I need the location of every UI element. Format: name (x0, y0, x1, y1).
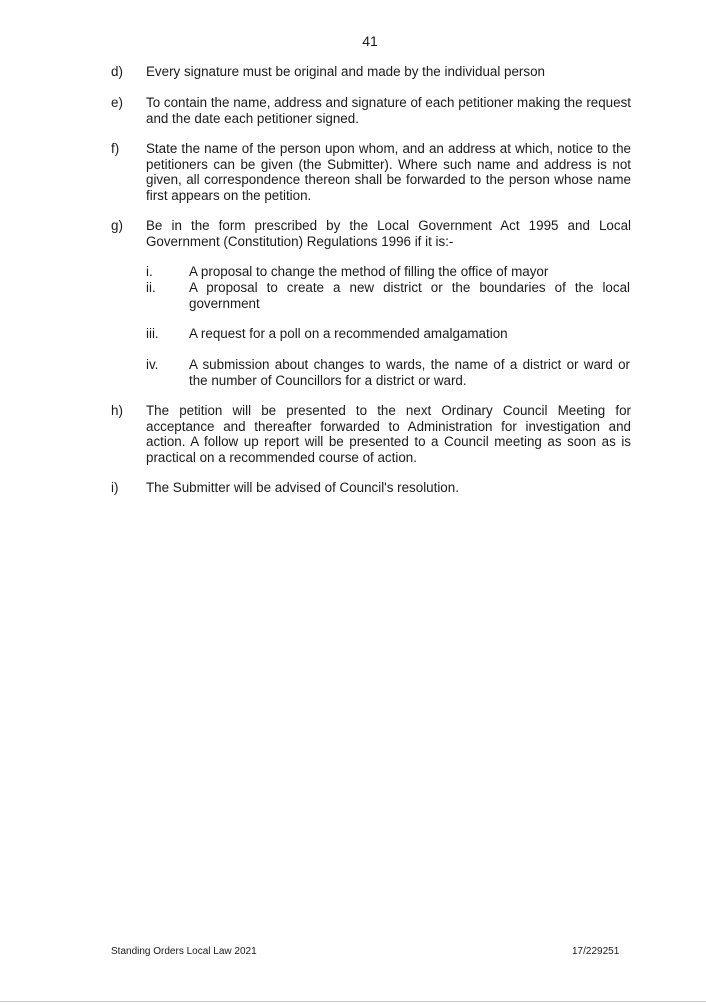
page-number: 41 (362, 33, 378, 49)
subclause-label: ii. (146, 280, 156, 295)
clause-e (111, 95, 631, 126)
clause-text: State the name of the person upon whom, and an address at which, notice to the petitioners can be given (the Submitter). Where such name and address is not given, all correspondence thereon shall be forwarded to the person whose name first appears on the petition. (146, 141, 631, 203)
clause-text: Every signature must be original and made by the individual person (146, 64, 545, 79)
subclause-label: iv. (146, 357, 159, 372)
subclause-text: A proposal to create a new district or the boundaries of the local government (189, 280, 630, 311)
clause-h (111, 403, 631, 465)
subclause-ii (146, 280, 630, 311)
clause-label: d) (111, 64, 123, 79)
clause-label: i) (111, 480, 119, 495)
clause-label: e) (111, 95, 123, 110)
clause-text: The Submitter will be advised of Council's resolution. (146, 480, 459, 495)
clause-g (111, 218, 631, 249)
subclause-text: A proposal to change the method of filling the office of mayor (189, 264, 549, 279)
subclause-text: A request for a poll on a recommended amalgamation (189, 326, 508, 341)
subclause-text: A submission about changes to wards, the name of a district or ward or the number of Councillors for a district or ward. (189, 357, 630, 388)
clause-d (111, 64, 631, 80)
subclause-label: iii. (146, 326, 159, 341)
clause-label: g) (111, 218, 123, 233)
clause-text: The petition will be presented to the next Ordinary Council Meeting for acceptance and thereafter forwarded to Administration for investigation and action. A follow up report will be presented to a Council meeting as soon as is practical on a recommended course of action. (146, 403, 631, 465)
subclause-iv (146, 357, 630, 388)
footer-document-title: Standing Orders Local Law 2021 (111, 946, 257, 957)
subclause-label: i. (146, 264, 153, 279)
page-bottom-divider (0, 1001, 706, 1002)
clause-text: Be in the form prescribed by the Local Government Act 1995 and Local Government (Constitution) Regulations 1996 if it is:- (146, 218, 631, 249)
clause-i (111, 480, 631, 496)
clause-label: f) (111, 141, 120, 156)
clause-f (111, 141, 631, 203)
subclause-i (146, 264, 630, 280)
clause-label: h) (111, 403, 123, 418)
clause-text: To contain the name, address and signature of each petitioner making the request and the date each petitioner signed. (146, 95, 631, 126)
subclause-iii (146, 326, 630, 342)
footer-reference-number: 17/229251 (572, 946, 620, 957)
